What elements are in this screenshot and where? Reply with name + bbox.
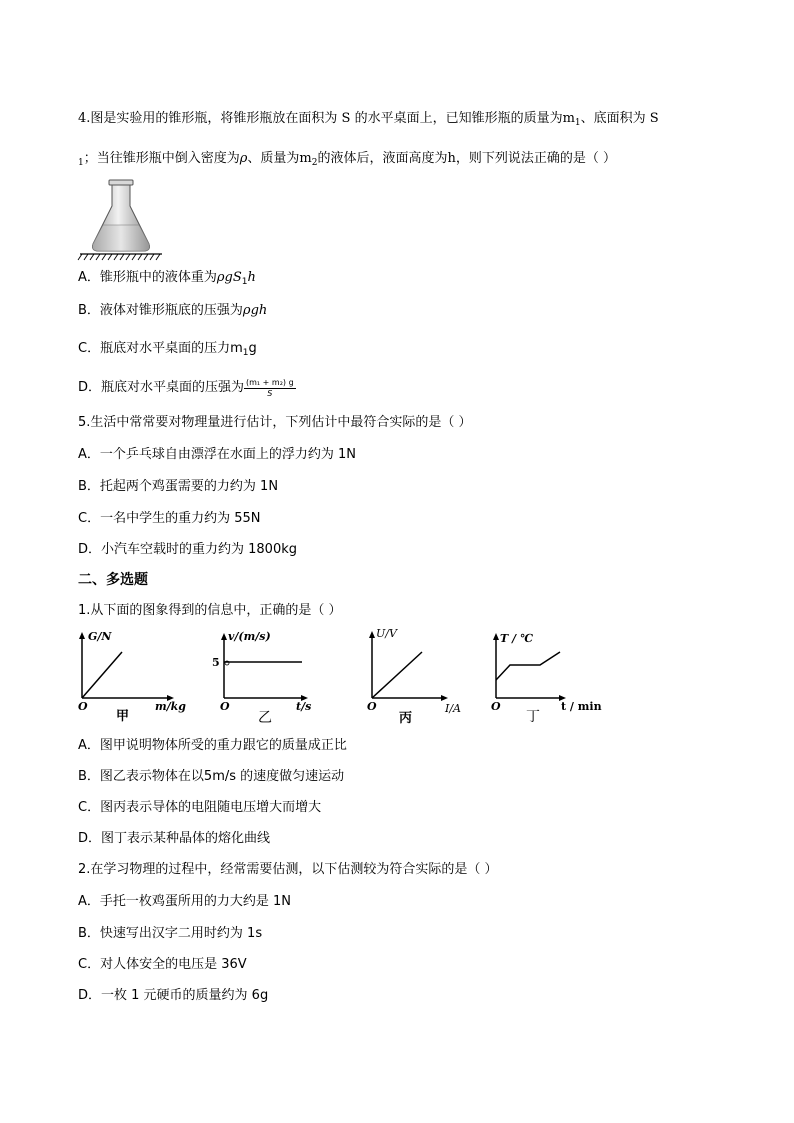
q5-option-a: A．一个乒乓球自由漂浮在水面上的浮力约为 1N	[78, 447, 357, 462]
q4-option-a: A．锥形瓶中的液体重为ρgS$_1$h	[78, 270, 256, 287]
graph-jia-xlabel: m/kg	[155, 700, 186, 713]
graph-bing-name: 丙	[399, 711, 413, 726]
section-title-multi-choice: 二、多选题	[78, 572, 148, 588]
flask-figure	[76, 178, 166, 262]
graph-yi-xlabel: t/s	[296, 700, 312, 713]
graph-ding-origin: O	[491, 700, 501, 713]
graph-bing-origin: O	[367, 700, 377, 713]
mq1-option-a: A．图甲说明物体所受的重力跟它的质量成正比	[78, 738, 347, 753]
mq2-option-d: D．一枚 1 元硬币的质量约为 6g	[78, 988, 269, 1003]
graph-jia-ylabel: G/N	[88, 630, 112, 643]
q4-option-b: B．液体对锥形瓶底的压强为ρgh	[78, 303, 268, 318]
mq1-option-d: D．图丁表示某种晶体的熔化曲线	[78, 831, 271, 846]
q5-stem: 5.生活中常常要对物理量进行估计，下列估计中最符合实际的是（ ）	[78, 415, 472, 430]
mq2-option-b: B．快速写出汉字二用时约为 1s	[78, 926, 263, 941]
q5-option-d: D．小汽车空载时的重力约为 1800kg	[78, 542, 298, 557]
graph-ding-xlabel: t / min	[561, 700, 602, 713]
q4-stem-line1: 4.图是实验用的锥形瓶，将锥形瓶放在面积为 S 的水平桌面上，已知锥形瓶的质量为$m_1$、底面积为 S	[78, 111, 659, 128]
graph-ding-name: 丁	[526, 709, 540, 725]
mq1-option-b: B．图乙表示物体在以5m/s 的速度做匀速运动	[78, 769, 345, 784]
graph-bing-xlabel: I/A	[445, 702, 461, 715]
q4-option-c: C．瓶底对水平桌面的压力$m_1g$	[78, 341, 257, 358]
q4-option-d: D．瓶底对水平桌面的压强为 $\frac{\text{(m₁ + m₂) g}}{S}$	[78, 377, 294, 398]
mq2-stem: 2.在学习物理的过程中，经常需要估测，以下估测较为符合实际的是（ ）	[78, 862, 498, 877]
q5-option-b: B．托起两个鸡蛋需要的力约为 1N	[78, 479, 279, 494]
mq2-option-c: C．对人体安全的电压是 36V	[78, 957, 247, 972]
mq1-option-c: C．图丙表示导体的电阻随电压增大而增大	[78, 800, 322, 815]
graph-jia-name: 甲	[116, 709, 130, 724]
graph-yi-origin: O	[220, 700, 230, 713]
graph-yi-tick: 5	[212, 656, 220, 669]
mq2-option-a: A．手托一枚鸡蛋所用的力大约是 1N	[78, 894, 292, 909]
graph-ding-ylabel: T / ℃	[500, 632, 534, 645]
graph-yi-ylabel: v/(m/s)	[228, 630, 271, 643]
mq1-stem: 1.从下面的图象得到的信息中，正确的是（ ）	[78, 603, 342, 618]
q4-stem-line2: $_1$；当往锥形瓶中倒入密度为ρ、质量为$m_2$的液体后，液面高度为h，则下列说法正确的是（ ）	[78, 151, 616, 168]
q5-option-c: C．一名中学生的重力约为 55N	[78, 511, 261, 526]
graph-jia-origin: O	[78, 700, 88, 713]
graph-bing-ylabel: U/V	[376, 627, 397, 640]
pressure-fraction: $\frac{\text{(m₁ + m₂) g}}{S}$	[246, 377, 294, 398]
graph-yi-name: 乙	[258, 710, 272, 726]
